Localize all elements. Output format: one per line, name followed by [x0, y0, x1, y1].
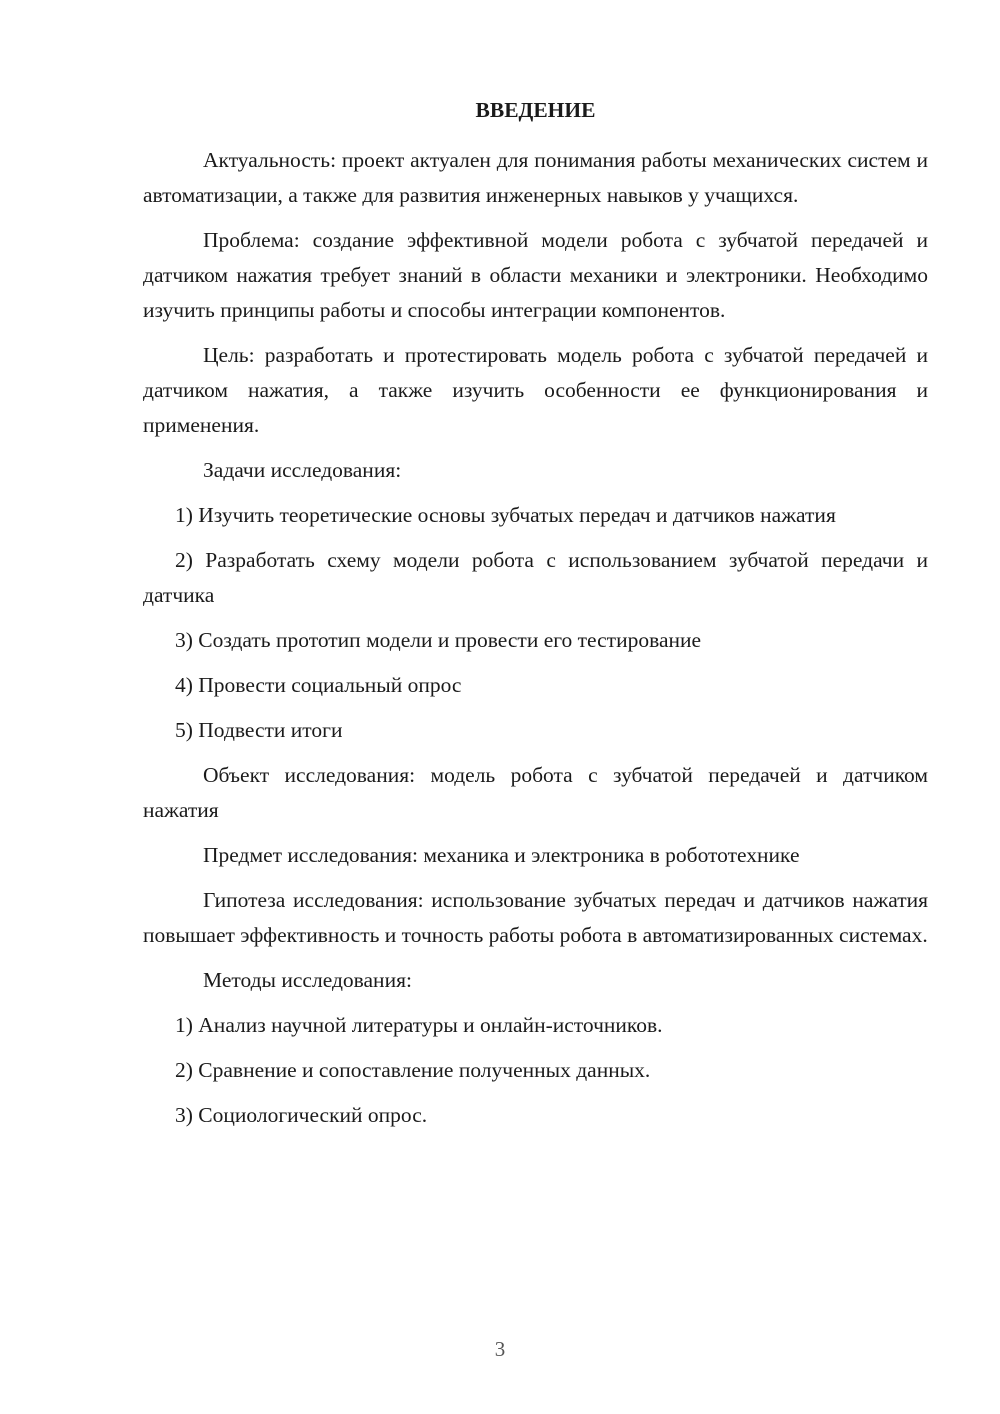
- task-item: 5) Подвести итоги: [175, 718, 343, 742]
- methods-heading: Методы исследования:: [203, 968, 412, 992]
- method-item: 1) Анализ научной литературы и онлайн-источников.: [175, 1013, 663, 1037]
- tasks-heading: Задачи исследования:: [203, 458, 402, 482]
- task-item: 2) Разработать схему модели робота с использованием зубчатой передачи и датчика: [143, 548, 928, 607]
- object-paragraph: Объект исследования: модель робота с зубчатой передачей и датчиком нажатия: [143, 763, 928, 822]
- subject-paragraph: Предмет исследования: механика и электроника в робототехнике: [203, 843, 800, 867]
- method-item: 3) Социологический опрос.: [175, 1103, 428, 1127]
- document-page: [143, 94, 928, 1143]
- page-number: 3: [494, 1337, 506, 1361]
- goal-paragraph: Цель: разработать и протестировать модель робота с зубчатой передачей и датчиком нажатия, а также изучить особенности ее функционирования и применения.: [143, 343, 928, 437]
- task-item: 1) Изучить теоретические основы зубчатых передач и датчиков нажатия: [175, 503, 836, 527]
- problem-paragraph: Проблема: создание эффективной модели робота с зубчатой передачей и датчиком нажатия требует знаний в области механики и электроники. Необходимо изучить принципы работы и способы интеграции компонентов.: [143, 228, 928, 322]
- method-item: 2) Сравнение и сопоставление полученных данных.: [175, 1058, 651, 1082]
- task-item: 4) Провести социальный опрос: [175, 673, 462, 697]
- relevance-paragraph: Актуальность: проект актуален для понимания работы механических систем и автоматизации, а также для развития инженерных навыков у учащихся.: [143, 148, 928, 207]
- page-title: ВВЕДЕНИЕ: [475, 98, 596, 122]
- task-item: 3) Создать прототип модели и провести его тестирование: [175, 628, 702, 652]
- hypothesis-paragraph: Гипотеза исследования: использование зубчатых передач и датчиков нажатия повышает эффективность и точность работы робота в автоматизированных системах.: [143, 888, 928, 947]
